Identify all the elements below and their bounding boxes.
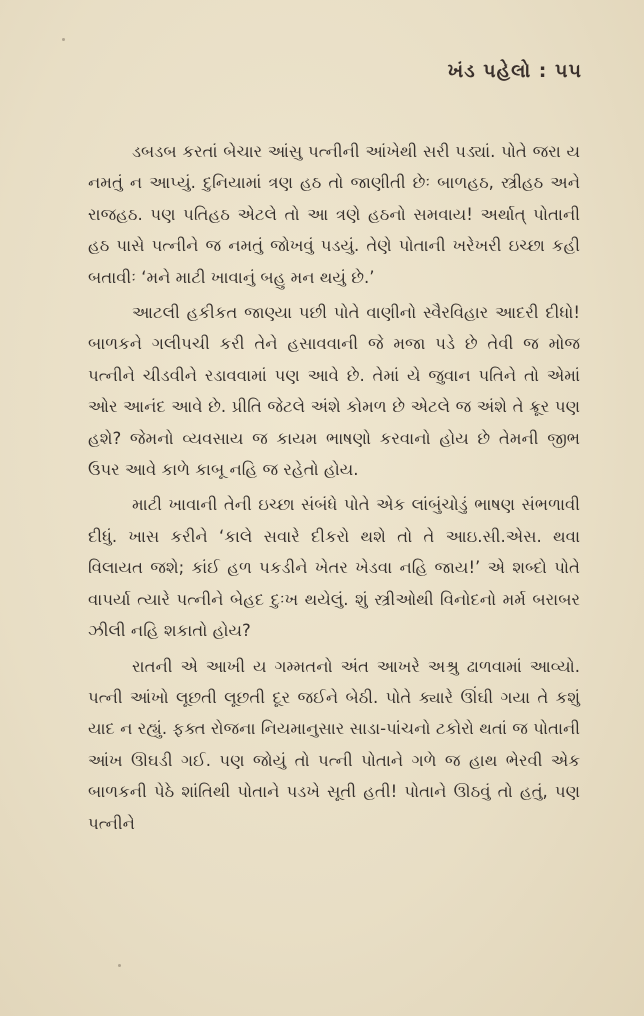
running-head: ખંડ પહેલો : ૫૫ (447, 60, 582, 82)
paragraph-3: માટી ખાવાની તેની ઇચ્છા સંબંધે પોતે એક લાંબુંચોડું ભાષણ સંભળાવી દીધું. ખાસ કરીને ‘કાલે સવારે દીકરો થશે તો તે આઇ.સી.એસ. થવા વિલાયત જશે; કાંઈ હળ પકડીને ખેતર ખેડવા નહિ જાય!’ એ શબ્દો પોતે વાપર્યા ત્યારે પત્નીને બેહદ દુઃખ થયેલું. શું સ્ત્રીઓથી વિનોદનો મર્મ બરાબર ઝીલી નહિ શકાતો હોય? (88, 495, 580, 641)
paragraph-4: રાતની એ આખી ય ગમ્મતનો અંત આખરે અશ્રુ ઢાળવામાં આવ્યો. પત્ની આંખો લૂછતી લૂછતી દૂર જઈને બેઠી. પોતે ક્યારે ઊંઘી ગયા તે કશું યાદ ન રહ્યું. ફક્ત રોજના નિયમાનુસાર સાડા-પાંચનો ટકોરો થતાં જ પોતાની આંખ ઊઘડી ગઈ. પણ જોયું તો પત્ની પોતાને ગળે જ હાથ ભેરવી એક બાળકની પેઠે શાંતિથી પોતાને પડખે સૂતી હતી! પોતાને ઊઠવું તો હતું, પણ પત્નીને (88, 656, 580, 833)
paragraph-1: ડબડબ કરતાં બેચાર આંસુ પત્નીની આંખેથી સરી પડ્યાં. પોતે જરા ય નમતું ન આપ્યું. દુનિયામાં ત્રણ હઠ તો જાણીતી છેઃ બાળહઠ, સ્ત્રીહઠ અને રાજહઠ. પણ પતિહઠ એટલે તો આ ત્રણે હઠનો સમવાય! અર્થાત્ પોતાની હઠ પાસે પત્નીને જ નમતું જોખવું પડયું. તેણે પોતાની ખરેખરી ઇચ્છા કહી બતાવીઃ ‘મને માટી ખાવાનું બહુ મન થયું છે.’ (88, 142, 580, 287)
page-speck (118, 964, 121, 967)
paragraph-2: આટલી હકીકત જાણ્યા પછી પોતે વાણીનો સ્વૈરવિહાર આદરી દીધો! બાળકને ગલીપચી કરી તેને હસાવવાની જે મજા પડે છે તેવી જ મોજ પત્નીને ચીડવીને રડાવવામાં પણ આવે છે. તેમાં યે જુવાન પતિને તો એમાં ઓર આનંદ આવે છે. પ્રીતિ જેટલે અંશે કોમળ છે એટલે જ અંશે તે ક્રૂર પણ હશે? જેમનો વ્યવસાય જ કાયમ ભાષણો કરવાનો હોય છે તેમની જીભ ઉપર આવે કાળે કાબૂ નહિ જ રહેતો હોય. (88, 303, 580, 480)
body-text (88, 136, 580, 843)
page-speck (62, 38, 65, 41)
